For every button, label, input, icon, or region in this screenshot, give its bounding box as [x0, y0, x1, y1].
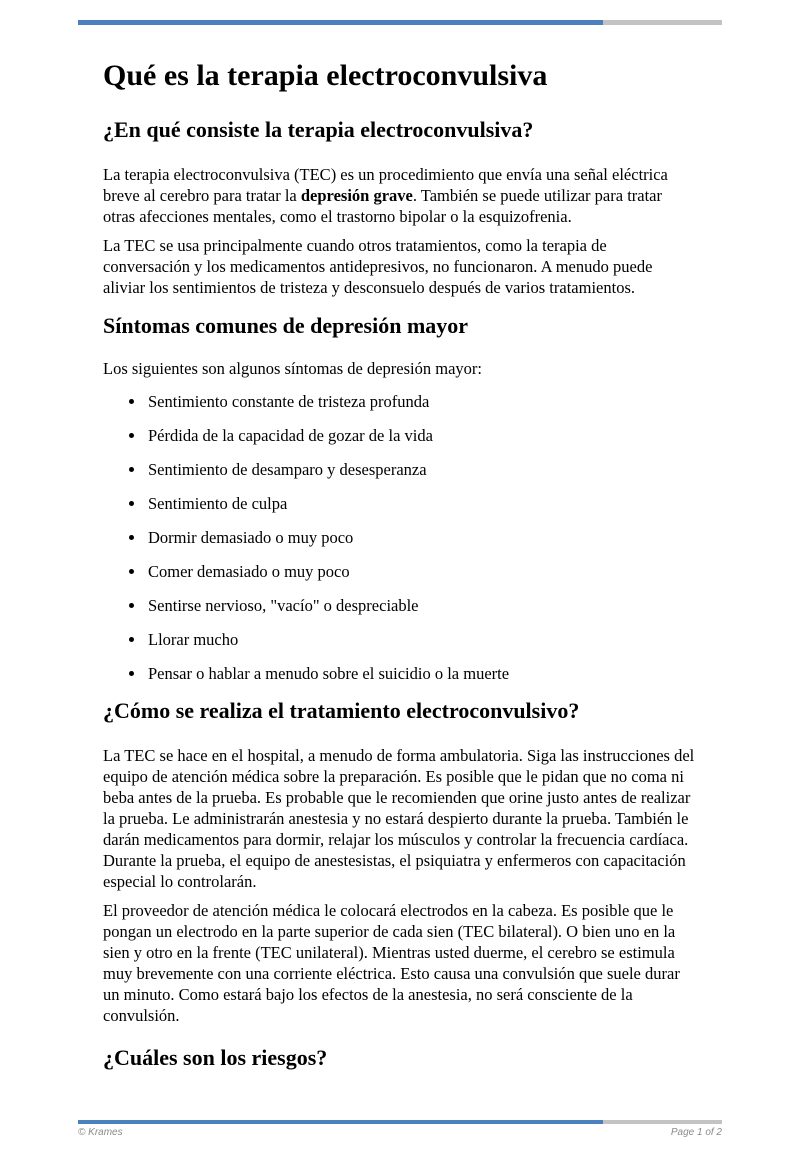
document-body — [0, 58, 800, 1072]
heading-en-que-consiste: ¿En qué consiste la terapia electroconvulsiva? — [103, 117, 534, 142]
heading-como-se-realiza: ¿Cómo se realiza el tratamiento electroconvulsivo? — [103, 698, 580, 723]
page-footer — [78, 1120, 722, 1138]
paragraph-como-1: La TEC se hace en el hospital, a menudo de forma ambulatoria. Siga las instrucciones del equipo de atención médica sobre la preparación. Es posible que le pidan que no coma ni beba antes de la prueba. Es probable que le recomienden que orine justo antes de realizar la prueba. Le administrarán anestesia y no estará despierto durante la prueba. También le darán medicamentos para dormir, relajar los músculos y controlar la frecuencia cardíaca. Durante la prueba, el equipo de anestesistas, el psiquiatra y enfermeros con capacitación especial lo controlarán. — [103, 746, 695, 891]
paragraph-consiste-1-pre: La terapia electroconvulsiva (TEC) es un procedimiento que envía una señal eléctrica breve al cerebro para tratar la — [103, 165, 668, 205]
paragraph-consiste-2: La TEC se usa principalmente cuando otros tratamientos, como la terapia de conversación y los medicamentos antidepresivos, no funcionaron. A menudo puede aliviar los sentimientos de tristeza y desconsuelo después de varios tratamientos. — [103, 236, 653, 297]
list-item: • Dormir demasiado o muy poco — [146, 527, 697, 548]
paragraph-consiste-1-bold: depresión grave — [300, 186, 413, 205]
paragraph-consiste-1-post: . También se puede utilizar para tratar otras afecciones mentales, como el trastorno bipolar o la esquizofrenia. — [103, 186, 662, 226]
page-title: Qué es la terapia electroconvulsiva — [103, 59, 548, 92]
paragraph-como-2: El proveedor de atención médica le colocará electrodos en la cabeza. Es posible que le pongan un electrodo en la parte superior de cada sien (TEC bilateral). O bien uno en la sien y otro en la frente (TEC unilateral). Mientras usted duerme, el cerebro se estimula muy brevemente con una corriente eléctrica. Esto causa una convulsión que suele durar un minuto. Como estará bajo los efectos de la anestesia, no será consciente de la convulsión. — [103, 901, 680, 1025]
paragraph-consiste-1 — [103, 164, 697, 227]
heading-riesgos: ¿Cuáles son los riesgos? — [103, 1045, 328, 1070]
list-item: • Sentimiento de desamparo y desesperanza — [146, 459, 697, 480]
top-rule — [78, 20, 722, 25]
footer-text-row — [78, 1127, 722, 1138]
list-item: • Comer demasiado o muy poco — [146, 561, 697, 582]
footer-rule — [78, 1120, 722, 1124]
paragraph-sintomas-intro: Los siguientes son algunos síntomas de depresión mayor: — [103, 359, 482, 378]
list-item: • Sentimiento constante de tristeza profunda — [146, 391, 697, 412]
list-item: • Sentimiento de culpa — [146, 493, 697, 514]
heading-sintomas: Síntomas comunes de depresión mayor — [103, 313, 469, 338]
list-item: • Pérdida de la capacidad de gozar de la vida — [146, 425, 697, 446]
symptom-list — [103, 391, 697, 684]
footer-page-number: Page 1 of 2 — [670, 1127, 722, 1138]
list-item: • Pensar o hablar a menudo sobre el suicidio o la muerte — [146, 663, 697, 684]
footer-copyright: © Krames — [78, 1127, 123, 1138]
list-item: • Sentirse nervioso, "vacío" o despreciable — [146, 595, 697, 616]
list-item: • Llorar mucho — [146, 629, 697, 650]
